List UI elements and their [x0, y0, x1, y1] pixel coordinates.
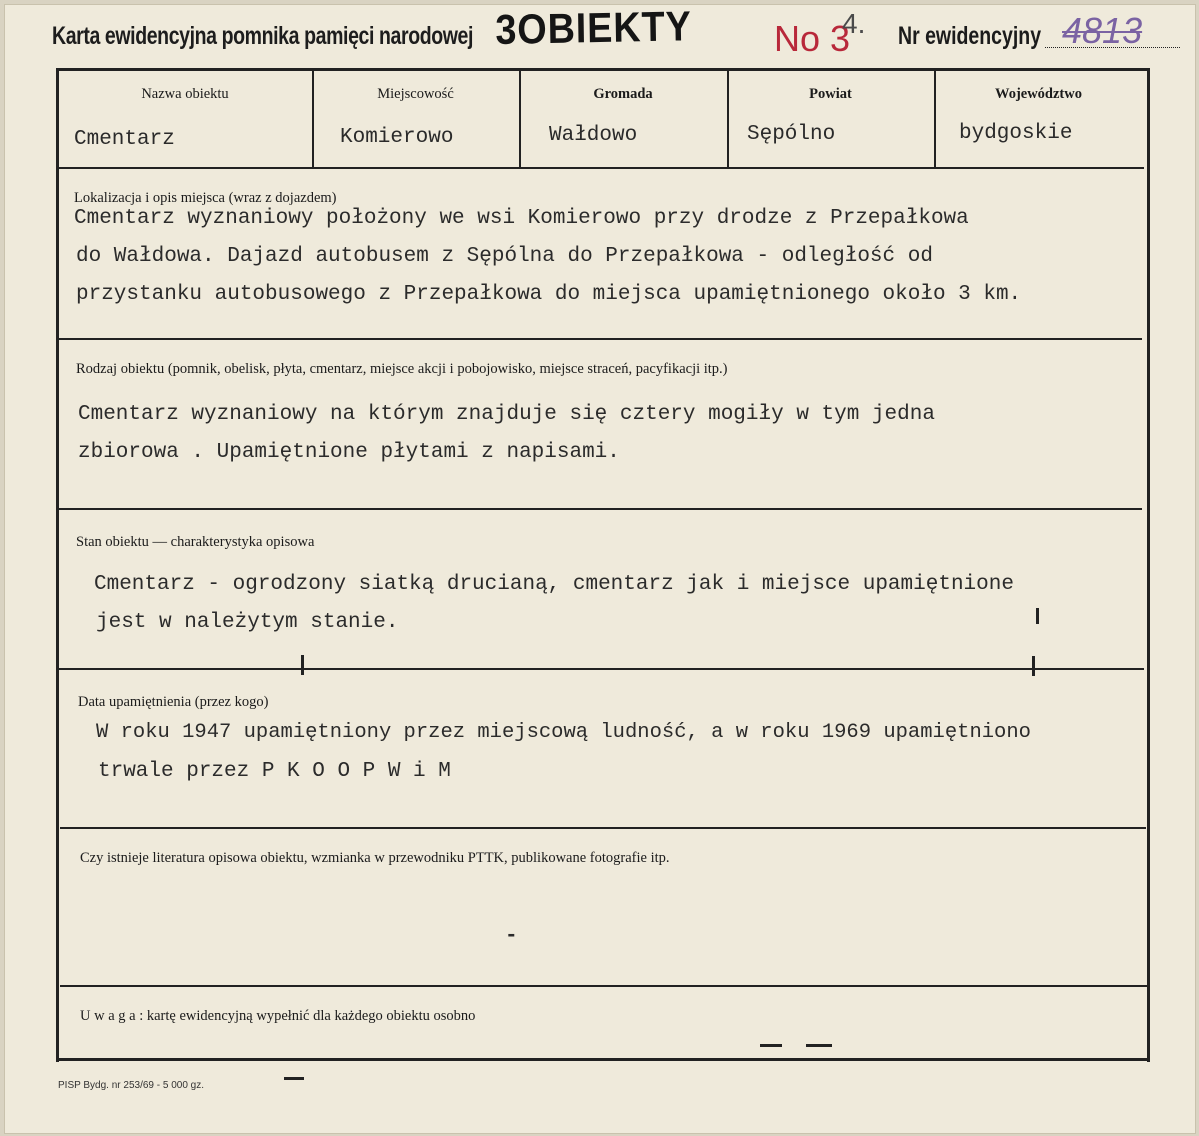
- section-divider: [58, 167, 1144, 169]
- section-label-literatura: Czy istnieje literatura opisowa obiektu, wzmianka w przewodniku PTTK, publikowane fotografie itp.: [80, 850, 670, 866]
- ink-mark: [301, 655, 304, 675]
- section-divider: [60, 985, 1148, 987]
- handwritten-number-note: No 3: [774, 18, 851, 59]
- col-value-gromada: Wałdowo: [549, 124, 638, 147]
- section-label-stan: Stan obiektu — charakterystyka opisowa: [76, 534, 315, 550]
- ink-mark: [284, 1077, 304, 1080]
- rodzaj-line-2: zbiorowa . Upamiętnione płytami z napisami.: [78, 441, 620, 464]
- section-label-lokalizacja: Lokalizacja i opis miejsca (wraz z dojazdem): [74, 190, 337, 206]
- section-divider: [58, 338, 1142, 340]
- col-label-miejscowosc: Miejscowość: [377, 86, 454, 102]
- col-label-gromada: Gromada: [593, 86, 653, 102]
- handwritten-object-note: 3OBIEKTY: [495, 2, 692, 53]
- uwaga-note: U w a g a : kartę ewidencyjną wypełnić dla każdego obiektu osobno: [80, 1008, 476, 1024]
- col-value-wojewodztwo: bydgoskie: [959, 122, 1073, 145]
- stan-line-1: Cmentarz - ogrodzony siatką drucianą, cmentarz jak i miejsce upamiętnione: [94, 573, 1014, 596]
- stan-line-2: jest w należytym stanie.: [96, 611, 399, 634]
- rodzaj-line-1: Cmentarz wyznaniowy na którym znajduje się cztery mogiły w tym jedna: [78, 403, 935, 426]
- section-divider: [58, 508, 1142, 510]
- column-divider: [727, 70, 729, 168]
- print-note: PISP Bydg. nr 253/69 - 5 000 gz.: [58, 1080, 205, 1091]
- ink-mark: [760, 1044, 782, 1047]
- lokalizacja-line-2: do Wałdowa. Dajazd autobusem z Sępólna do Przepałkowa - odległość od: [76, 245, 933, 268]
- col-label-wojewodztwo: Województwo: [995, 86, 1082, 102]
- section-label-data: Data upamiętnienia (przez kogo): [78, 694, 269, 710]
- pencil-note: 4.: [842, 8, 866, 39]
- ink-mark: [1036, 608, 1039, 624]
- form-frame-bottom: [58, 1058, 1150, 1061]
- section-label-rodzaj: Rodzaj obiektu (pomnik, obelisk, płyta, cmentarz, miejsce akcji i pobojowisko, miejsce straceń, pacyfikacji itp.): [76, 361, 728, 377]
- col-label-nazwa: Nazwa obiektu: [141, 86, 229, 102]
- col-label-powiat: Powiat: [809, 86, 852, 102]
- ink-mark: [806, 1044, 832, 1047]
- column-divider: [519, 70, 521, 168]
- col-value-miejscowosc: Komierowo: [340, 126, 454, 149]
- section-divider: [60, 827, 1146, 829]
- col-value-nazwa: Cmentarz: [74, 128, 175, 151]
- card-title: Karta ewidencyjna pomnika pamięci narodowej: [52, 22, 474, 50]
- registry-number-label: Nr ewidencyjny: [898, 22, 1042, 50]
- registry-number-value: 4813: [1062, 10, 1143, 51]
- col-value-powiat: Sępólno: [747, 123, 836, 146]
- lokalizacja-line-3: przystanku autobusowego z Przepałkowa do miejsca upamiętnionego około 3 km.: [76, 283, 1022, 306]
- ink-mark: [1032, 656, 1035, 676]
- lokalizacja-line-1: Cmentarz wyznaniowy położony we wsi Komierowo przy drodze z Przepałkowa: [74, 207, 969, 230]
- data-line-2: trwale przez P K O O P W i M: [98, 760, 451, 783]
- section-divider: [58, 668, 1144, 670]
- data-line-1: W roku 1947 upamiętniony przez miejscową ludność, a w roku 1969 upamiętniono: [96, 721, 1031, 744]
- literatura-value: -: [505, 925, 518, 948]
- column-divider: [312, 70, 314, 168]
- column-divider: [934, 70, 936, 168]
